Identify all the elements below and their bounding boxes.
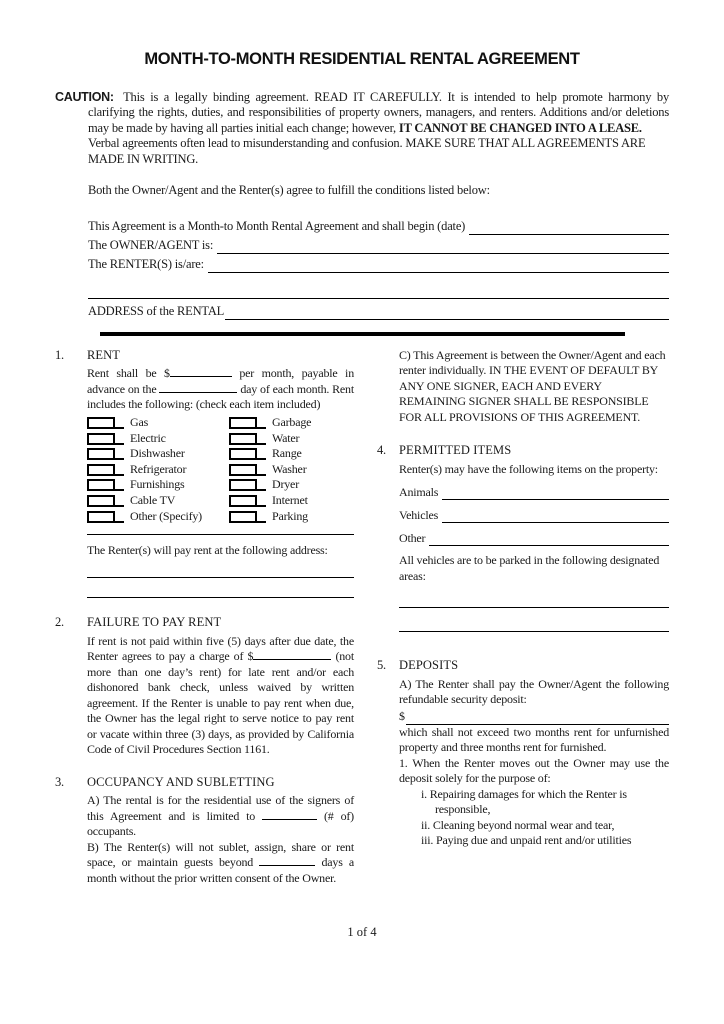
pay-address-lines: [87, 558, 354, 598]
checkbox-label: Dryer: [272, 477, 299, 492]
deposits-clause-a: A) The Renter shall pay the Owner/Agent the following refundable security deposit:: [399, 676, 669, 706]
checklist-item: [87, 507, 229, 523]
checkbox-tail: [257, 443, 266, 445]
checkbox-box: [87, 511, 115, 523]
checkbox-tail: [257, 521, 266, 523]
deposit-use-list: [421, 787, 669, 849]
occupancy-clause-a: [87, 793, 354, 840]
checklist-item: [229, 491, 354, 507]
owner-agent-label: The OWNER/AGENT is:: [88, 238, 214, 252]
permitted-intro: Renter(s) may have the following items on the property:: [399, 461, 658, 476]
checkbox-dishwasher[interactable]: [87, 448, 124, 460]
checkbox-tail: [257, 474, 266, 476]
parking-area-field-2[interactable]: [399, 608, 669, 632]
occupants-count-field[interactable]: [262, 809, 317, 820]
checklist-item: [229, 507, 354, 523]
included-items-checklist: [87, 414, 354, 523]
checkbox-other-specify[interactable]: [87, 511, 124, 523]
checkbox-box: [229, 433, 257, 445]
checkbox-label: Internet: [272, 493, 308, 508]
checkbox-label: Garbage: [272, 415, 312, 430]
occupancy-clause-c: C) This Agreement is between the Owner/Agent and each renter individually. IN THE EVENT OF DEFAULT BY ANY ONE SIGNER, EACH AND EVERY REMAINING SIGNER SHALL BE RESPONSIBLE FOR ALL PROVISIONS OF THIS AGREEMENT.: [399, 347, 666, 424]
animals-field[interactable]: [442, 486, 669, 500]
caution-text: This is a legally binding agreement. READ IT CAREFULLY. It is intended to help promote harmony by clarifying the rights, duties, and responsibilities of property owners, managers, and renters. Additions and/or deletions may be made by having all parties initial each change; however,: [88, 89, 670, 135]
rent-body: [87, 366, 354, 413]
caution-bold-clause: IT CANNOT BE CHANGED INTO A LEASE.: [398, 120, 642, 135]
checkbox-tail: [115, 474, 124, 476]
checkbox-box: [229, 511, 257, 523]
other-row: [399, 523, 669, 546]
checkbox-tail: [257, 427, 266, 429]
checkbox-tail: [257, 458, 266, 460]
checkbox-tail: [115, 521, 124, 523]
vehicles-row: [399, 500, 669, 523]
dollar-sign: $: [399, 709, 405, 723]
verbal-agreements-text: Verbal agreements often lead to misunderstanding and confusion. MAKE SURE THAT ALL AGREEMENTS ARE MADE IN WRITING.: [88, 136, 646, 166]
checklist-item: [229, 429, 354, 445]
caution-paragraph: [55, 89, 670, 137]
guest-days-field[interactable]: [259, 855, 315, 866]
deposit-use-item-1: i. Repairing damages for which the Renter is responsible,: [421, 786, 627, 816]
section-number: 4.: [377, 443, 386, 457]
late-charge-field[interactable]: [253, 649, 331, 660]
deposit-use-item-2: ii. Cleaning beyond normal wear and tear,: [421, 817, 615, 832]
checkbox-box: [87, 417, 115, 429]
checkbox-refrigerator[interactable]: [87, 464, 124, 476]
checkbox-label: Parking: [272, 508, 308, 523]
checklist-item: [87, 429, 229, 445]
checkbox-gas[interactable]: [87, 417, 124, 429]
checkbox-label: Gas: [130, 415, 149, 430]
agree-conditions-line: Both the Owner/Agent and the Renter(s) agree to fulfill the conditions listed below:: [88, 183, 490, 197]
checkbox-dryer[interactable]: [229, 479, 266, 491]
occupancy-b-text-1: B) The Renter(s) will not sublet, assign, share or rent space, or maintain guests beyond: [87, 839, 354, 870]
checkbox-label: Dishwasher: [130, 446, 185, 461]
parking-area-field-1[interactable]: [399, 584, 669, 608]
begin-date-row: [88, 216, 669, 235]
begin-date-label: This Agreement is a Month-to Month Rental Agreement and shall begin (date): [88, 219, 466, 233]
occupancy-a-text-1: A) The rental is for the residential use of the signers of this Agreement and is limited to: [87, 793, 354, 823]
pay-address-field-2[interactable]: [87, 578, 354, 598]
checklist-item: [229, 460, 354, 476]
deposits-use-intro: 1. When the Renter moves out the Owner may use the deposit solely for the purpose of:: [399, 755, 669, 785]
checkbox-tail: [115, 458, 124, 460]
checkbox-box: [87, 479, 115, 491]
section-rent: [55, 348, 354, 599]
renters-label: The RENTER(S) is/are:: [88, 257, 204, 271]
checkbox-internet[interactable]: [229, 495, 266, 507]
page-title: MONTH-TO-MONTH RESIDENTIAL RENTAL AGREEMENT: [144, 50, 580, 68]
checkbox-label: Other (Specify): [130, 508, 202, 523]
right-column: [377, 348, 669, 904]
checklist-item: [87, 491, 229, 507]
checklist-item: [87, 476, 229, 492]
section-number: 3.: [55, 774, 64, 789]
renters-extra-field[interactable]: [88, 283, 669, 299]
section-divider: [100, 332, 625, 336]
occupancy-a-text-2: (# of) occupants.: [87, 808, 354, 839]
intro-fill-block: [88, 216, 669, 320]
checkbox-box: [229, 448, 257, 460]
rental-address-field[interactable]: [225, 306, 669, 320]
checklist-item: [87, 445, 229, 461]
deposit-use-item-3: iii. Paying due and unpaid rent and/or utilities: [421, 833, 632, 847]
rent-amount-field[interactable]: [170, 366, 232, 377]
animals-row: [399, 477, 669, 500]
checkbox-washer[interactable]: [229, 464, 266, 476]
rental-address-label: ADDRESS of the RENTAL: [88, 304, 225, 318]
checklist-item: [229, 445, 354, 461]
checkbox-furnishings[interactable]: [87, 479, 124, 491]
section-deposits-heading: DEPOSITS: [399, 658, 459, 672]
checkbox-label: Electric: [130, 430, 166, 445]
failure-text-2: (not more than one day’s rent) for late rent and/or each dishonored bank check, unless waived by written agreement. If the Renter is unable to pay rent when due, the Owner has the legal right to serve notice to pay rent or vacate within three (3) days, as provided by California Code of Civil Procedures Section 1161.: [87, 649, 354, 757]
checkbox-tail: [257, 489, 266, 491]
caution-block: [55, 89, 670, 199]
two-column-body: [55, 348, 669, 904]
rent-text-3: day of each month. Rent includes the following: (check each item included): [87, 381, 354, 411]
parking-intro: All vehicles are to be parked in the following designated areas:: [399, 553, 660, 583]
checkbox-tail: [115, 427, 124, 429]
checklist-item: [87, 460, 229, 476]
occupancy-b-text-2: days a month without the prior written consent of the Owner.: [87, 855, 354, 885]
section-rent-heading: RENT: [87, 347, 121, 362]
section-permitted-heading: PERMITTED ITEMS: [399, 443, 512, 457]
page-number: 1 of 4: [347, 925, 377, 939]
owner-agent-field[interactable]: [217, 240, 669, 254]
checkbox-tail: [115, 505, 124, 507]
section-number: 5.: [377, 658, 386, 672]
failure-text-1: If rent is not paid within five (5) days after due date, the Renter agrees to pay a charge of $: [87, 633, 354, 664]
begin-date-field[interactable]: [469, 221, 669, 235]
failure-body: [87, 634, 354, 758]
pay-address-field-1[interactable]: [87, 558, 354, 578]
checkbox-water[interactable]: [229, 433, 266, 445]
checkbox-tail: [257, 505, 266, 507]
section-failure-heading: FAILURE TO PAY RENT: [87, 615, 222, 630]
checklist-item: [87, 414, 229, 430]
vehicles-label: Vehicles: [399, 507, 439, 522]
other-items-field[interactable]: [429, 532, 669, 546]
parking-area-lines: [399, 584, 669, 632]
section-number: 1.: [55, 347, 64, 362]
renters-row: [88, 254, 669, 273]
checkbox-box: [87, 464, 115, 476]
checklist-item: [229, 414, 354, 430]
checkbox-box: [229, 464, 257, 476]
checkbox-box: [229, 495, 257, 507]
section-deposits: [377, 658, 669, 849]
renters-field[interactable]: [208, 259, 669, 273]
left-column: [55, 348, 354, 904]
section-permitted-items: [377, 443, 669, 632]
section-occupancy: [55, 775, 354, 887]
checklist-item: [229, 476, 354, 492]
checkbox-tail: [115, 489, 124, 491]
vehicles-field[interactable]: [442, 509, 669, 523]
other-specify-field[interactable]: [87, 523, 354, 535]
deposits-limit-text: which shall not exceed two months rent for unfurnished property and three months rent for furnished.: [399, 724, 669, 754]
checkbox-box: [229, 479, 257, 491]
checkbox-box: [229, 417, 257, 429]
checkbox-box: [87, 495, 115, 507]
owner-agent-row: [88, 235, 669, 254]
checkbox-tail: [115, 443, 124, 445]
deposit-amount-field[interactable]: [406, 711, 669, 725]
checkbox-range[interactable]: [229, 448, 266, 460]
checkbox-box: [87, 433, 115, 445]
section-occupancy-heading: OCCUPANCY AND SUBLETTING: [87, 774, 275, 789]
checkbox-garbage[interactable]: [229, 417, 266, 429]
rent-text-2: per month, payable in advance on the: [87, 366, 354, 396]
section-failure-to-pay: [55, 615, 354, 758]
checkbox-box: [87, 448, 115, 460]
pay-address-intro: The Renter(s) will pay rent at the following address:: [87, 542, 328, 557]
rent-text-1: Rent shall be $: [87, 366, 170, 380]
checkbox-label: Furnishings: [130, 477, 185, 492]
deposit-amount-row: [399, 708, 669, 725]
rental-address-row: [88, 301, 669, 320]
checkbox-label: Cable TV: [130, 493, 176, 508]
section-number: 2.: [55, 615, 64, 630]
checkbox-label: Water: [272, 430, 300, 445]
checkbox-parking[interactable]: [229, 511, 266, 523]
checkbox-label: Range: [272, 446, 302, 461]
checkbox-label: Washer: [272, 461, 307, 476]
occupancy-clause-b: [87, 840, 354, 887]
caution-label: CAUTION:: [55, 89, 114, 104]
other-label: Other: [399, 530, 426, 545]
checkbox-cable-tv[interactable]: [87, 495, 124, 507]
rent-due-day-field[interactable]: [159, 382, 237, 393]
checkbox-electric[interactable]: [87, 433, 124, 445]
checkbox-label: Refrigerator: [130, 461, 187, 476]
animals-label: Animals: [399, 484, 439, 499]
